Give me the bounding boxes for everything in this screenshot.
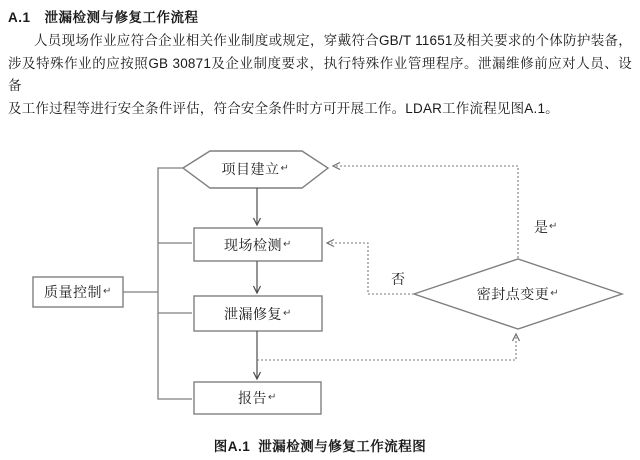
node-label: 质量控制 <box>44 284 103 300</box>
node-quality-control <box>33 277 123 307</box>
node-label: 现场检测 <box>224 236 283 253</box>
edge-label-no <box>391 269 405 289</box>
paragraph-mark: ↵ <box>103 286 112 297</box>
quality-control-connectors <box>123 168 192 399</box>
figure-caption <box>0 435 640 455</box>
paragraph-mark: ↵ <box>550 288 560 299</box>
yes-text: 是 <box>534 219 548 235</box>
paragraph-mark: ↵ <box>268 392 277 403</box>
figure-number: 图A.1 <box>213 439 251 454</box>
section-title: 泄漏检测与修复工作流程 <box>44 10 199 25</box>
node-report <box>194 382 321 414</box>
edge-label-yes <box>534 217 557 237</box>
node-label: 项目建立 <box>221 161 280 177</box>
node-project-setup <box>183 152 328 186</box>
paragraph-mark: ↵ <box>283 238 292 250</box>
node-seal-point-change <box>414 259 622 329</box>
node-site-detection <box>194 228 322 261</box>
body-line: 及工作过程等进行安全条件评估，符合安全条件时方可开展工作。LDAR工作流程见图A.1。 <box>8 100 559 116</box>
figure-title: 泄漏检测与修复工作流程图 <box>258 439 427 454</box>
node-label: 报告 <box>238 390 268 406</box>
section-number: A.1 <box>8 10 31 25</box>
no-text: 否 <box>391 271 405 287</box>
paragraph-mark: ↵ <box>283 307 292 319</box>
paragraph-mark: ↵ <box>549 221 558 232</box>
node-label: 泄漏修复 <box>224 305 283 322</box>
node-label: 密封点变更 <box>476 286 550 302</box>
body-line: 涉及特殊作业的应按照GB 30871及企业制度要求，执行特殊作业管理程序。泄漏维修前应对人员、设备 <box>8 55 632 94</box>
dashed-arrow-repair-to-seal-change <box>257 334 516 360</box>
node-leak-repair <box>194 296 322 331</box>
dashed-arrow-yes-to-project <box>333 166 518 258</box>
paragraph-mark: ↵ <box>280 163 290 174</box>
body-line: 人员现场作业应符合企业相关作业制度或规定，穿戴符合GB/T 11651及相关要求的个体防护装备， <box>34 33 632 48</box>
